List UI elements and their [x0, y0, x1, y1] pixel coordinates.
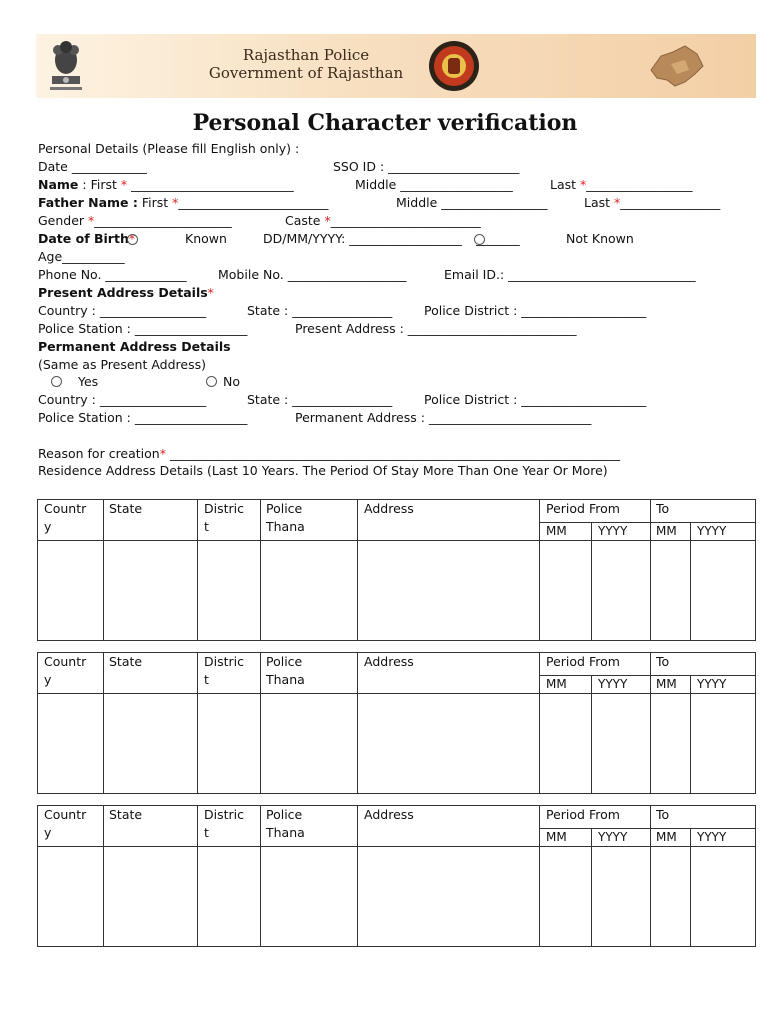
present-address-field[interactable]: Present Address : ___________________________ [295, 321, 577, 336]
police-badge-icon [428, 40, 480, 92]
header-police-line2: Thana [266, 519, 305, 534]
present-address-heading [38, 285, 214, 300]
header-country-line2: y [44, 519, 52, 534]
father-last-name-field[interactable]: ________________ [620, 195, 721, 210]
header-district-line1: Distric [204, 807, 244, 822]
residence-table [37, 805, 756, 947]
header-address: Address [364, 807, 414, 822]
dob-not-known-label: Not Known [566, 231, 634, 246]
header-district [204, 500, 244, 536]
father-last-row [584, 195, 720, 210]
permanent-country-field[interactable]: Country : _________________ [38, 392, 207, 407]
required-mark: * [207, 285, 214, 300]
header-country-line2: y [44, 825, 52, 840]
header-to: To [656, 501, 670, 516]
caste-row [285, 213, 481, 228]
header-to: To [656, 654, 670, 669]
same-yes-label: Yes [78, 374, 99, 389]
header-country [44, 500, 86, 536]
father-last-label: Last [584, 195, 615, 210]
header-address: Address [364, 654, 414, 669]
header-to-yyyy: YYYY [697, 830, 727, 844]
caste-field[interactable]: ________________________ [330, 213, 481, 228]
sso-id-field[interactable]: SSO ID : _____________________ [333, 159, 520, 174]
header-district [204, 653, 244, 689]
header-police-thana [266, 500, 305, 536]
caste-label: Caste [285, 213, 325, 228]
header-state: State [109, 501, 143, 516]
gender-field[interactable]: ______________________ [94, 213, 232, 228]
required-mark: * [159, 446, 166, 461]
header-district-line2: t [204, 825, 209, 840]
dob-known-radio[interactable] [127, 234, 138, 245]
header-from-mm: MM [546, 830, 567, 844]
same-yes-radio[interactable] [51, 376, 62, 387]
header-police-line1: Police [266, 654, 303, 669]
header-line-2: Government of Rajasthan [208, 64, 404, 82]
header-state: State [109, 654, 143, 669]
header-district-line1: Distric [204, 501, 244, 516]
header-state: State [109, 807, 143, 822]
header-to-mm: MM [656, 524, 677, 538]
father-first-name-field[interactable]: ________________________ [178, 195, 329, 210]
same-no-radio[interactable] [206, 376, 217, 387]
header-period-from: Period From [546, 807, 620, 822]
reason-label: Reason for creation [38, 446, 160, 461]
header-address: Address [364, 501, 414, 516]
dob-field[interactable]: DD/MM/YYYY: __________________ [263, 231, 462, 246]
same-no-label: No [223, 374, 240, 389]
header-from-yyyy: YYYY [598, 524, 628, 538]
permanent-address-heading: Permanent Address Details [38, 339, 231, 354]
permanent-address-field[interactable]: Permanent Address : __________________________ [295, 410, 592, 425]
age-field[interactable]: Age__________ [38, 249, 125, 264]
required-mark: * [88, 213, 95, 228]
dob-label: Date of Birth [38, 231, 129, 246]
father-first-label: First [137, 195, 173, 210]
header-from-yyyy: YYYY [598, 830, 628, 844]
header-police-line1: Police [266, 807, 303, 822]
header-police-line1: Police [266, 501, 303, 516]
header-to: To [656, 807, 670, 822]
email-field[interactable]: Email ID.: ______________________________ [444, 267, 696, 282]
required-mark: * [324, 213, 331, 228]
header-police-thana [266, 653, 305, 689]
gender-label: Gender [38, 213, 89, 228]
present-state-field[interactable]: State : ________________ [247, 303, 393, 318]
last-name-row [550, 177, 693, 192]
gender-row [38, 213, 232, 228]
header-to-mm: MM [656, 677, 677, 691]
header-district-line1: Distric [204, 654, 244, 669]
present-station-field[interactable]: Police Station : __________________ [38, 321, 248, 336]
dob-row [38, 231, 135, 246]
reason-field[interactable]: ________________________________________________________________________ [165, 446, 620, 461]
father-name-label: Father Name : [38, 195, 138, 210]
residence-table [37, 652, 756, 794]
header-district-line2: t [204, 519, 209, 534]
header-to-mm: MM [656, 830, 677, 844]
last-name-label: Last [550, 177, 581, 192]
name-first-label: : First [78, 177, 121, 192]
header-to-yyyy: YYYY [697, 524, 727, 538]
middle-name-field[interactable]: Middle __________________ [355, 177, 513, 192]
header-police-line2: Thana [266, 672, 305, 687]
header-title [156, 46, 456, 82]
header-country [44, 653, 86, 689]
permanent-state-field[interactable]: State : ________________ [247, 392, 393, 407]
residence-note: Residence Address Details (Last 10 Years. The Period Of Stay More Than One Year Or More) [38, 463, 608, 478]
present-heading-text: Present Address Details [38, 285, 208, 300]
rajasthan-map-icon [641, 40, 711, 92]
mobile-field[interactable]: Mobile No. ___________________ [218, 267, 407, 282]
permanent-district-field[interactable]: Police District : ____________________ [424, 392, 647, 407]
header-district-line2: t [204, 672, 209, 687]
name-label: Name [38, 177, 79, 192]
header-country-line2: y [44, 672, 52, 687]
father-name-row [38, 195, 328, 210]
personal-intro: Personal Details (Please fill English only) : [38, 141, 300, 156]
date-field[interactable]: Date ____________ [38, 159, 147, 174]
same-as-present-label: (Same as Present Address) [38, 357, 206, 372]
header-period-from: Period From [546, 501, 620, 516]
header-police-thana [266, 806, 305, 842]
header-line-1: Rajasthan Police [242, 46, 370, 64]
ashoka-emblem-icon [46, 38, 86, 94]
header-country-line1: Countr [44, 501, 87, 516]
required-mark: * [580, 177, 587, 192]
permanent-station-field[interactable]: Police Station : __________________ [38, 410, 248, 425]
phone-field[interactable]: Phone No. _____________ [38, 267, 187, 282]
header-country-line1: Countr [44, 654, 87, 669]
required-mark: * [172, 195, 179, 210]
name-row [38, 177, 294, 192]
father-middle-name-field[interactable]: Middle _________________ [396, 195, 548, 210]
header-to-yyyy: YYYY [697, 677, 727, 691]
header-period-from: Period From [546, 654, 620, 669]
dob-known-label: Known [185, 231, 227, 246]
header-from-mm: MM [546, 677, 567, 691]
required-mark: * [120, 177, 128, 192]
reason-row [38, 446, 620, 461]
header-country-line1: Countr [44, 807, 87, 822]
last-name-field[interactable]: _________________ [586, 177, 693, 192]
header-country [44, 806, 86, 842]
header-banner [36, 34, 756, 98]
header-police-line2: Thana [266, 825, 305, 840]
present-district-field[interactable]: Police District : ____________________ [424, 303, 647, 318]
required-mark: * [614, 195, 621, 210]
header-district [204, 806, 244, 842]
dob-tail-line: _______ [476, 231, 520, 246]
required-mark: * [128, 231, 136, 246]
page-title: Personal Character verification [192, 110, 578, 136]
present-country-field[interactable]: Country : _________________ [38, 303, 207, 318]
header-from-mm: MM [546, 524, 567, 538]
header-from-yyyy: YYYY [598, 677, 628, 691]
residence-table [37, 499, 756, 641]
first-name-field[interactable]: __________________________ [127, 177, 294, 192]
